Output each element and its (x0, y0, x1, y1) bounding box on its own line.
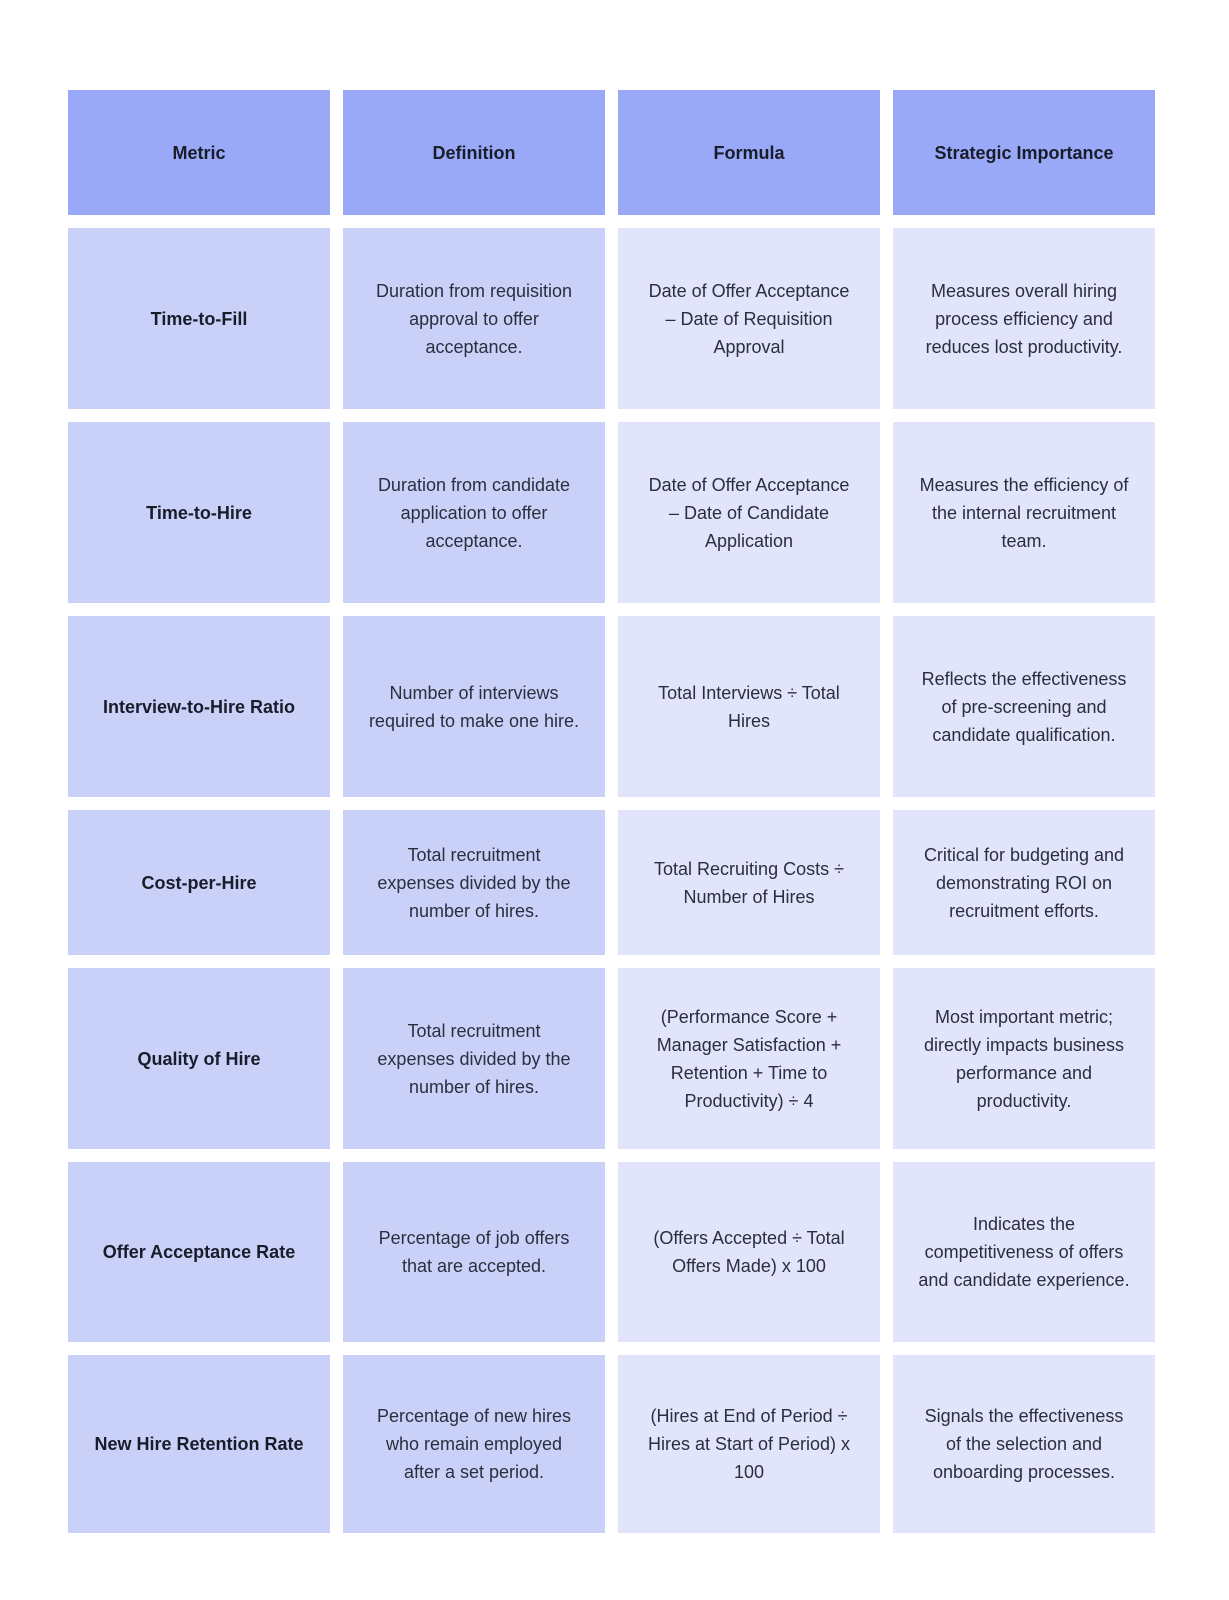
metric-cell-time-to-fill: Time-to-Fill (68, 228, 330, 409)
definition-cell-interview-to-hire-ratio: Number of interviews required to make one hire. (343, 616, 605, 797)
formula-cell-quality-of-hire: (Performance Score + Manager Satisfaction + Retention + Time to Productivity) ÷ 4 (618, 968, 880, 1149)
definition-cell-time-to-fill: Duration from requisition approval to offer acceptance. (343, 228, 605, 409)
definition-cell-cost-per-hire: Total recruitment expenses divided by the number of hires. (343, 810, 605, 955)
metric-cell-quality-of-hire: Quality of Hire (68, 968, 330, 1149)
formula-cell-new-hire-retention-rate: (Hires at End of Period ÷ Hires at Start of Period) x 100 (618, 1355, 880, 1533)
header-cell-formula: Formula (618, 90, 880, 215)
formula-cell-time-to-fill: Date of Offer Acceptance – Date of Requisition Approval (618, 228, 880, 409)
formula-cell-time-to-hire: Date of Offer Acceptance – Date of Candidate Application (618, 422, 880, 603)
formula-cell-offer-acceptance-rate: (Offers Accepted ÷ Total Offers Made) x 100 (618, 1162, 880, 1342)
importance-cell-offer-acceptance-rate: Indicates the competitiveness of offers and candidate experience. (893, 1162, 1155, 1342)
metric-cell-offer-acceptance-rate: Offer Acceptance Rate (68, 1162, 330, 1342)
importance-cell-cost-per-hire: Critical for budgeting and demonstrating ROI on recruitment efforts. (893, 810, 1155, 955)
definition-cell-offer-acceptance-rate: Percentage of job offers that are accepted. (343, 1162, 605, 1342)
header-cell-definition: Definition (343, 90, 605, 215)
header-cell-strategic-importance: Strategic Importance (893, 90, 1155, 215)
importance-cell-new-hire-retention-rate: Signals the effectiveness of the selection and onboarding processes. (893, 1355, 1155, 1533)
importance-cell-time-to-fill: Measures overall hiring process efficiency and reduces lost productivity. (893, 228, 1155, 409)
definition-cell-new-hire-retention-rate: Percentage of new hires who remain employed after a set period. (343, 1355, 605, 1533)
importance-cell-interview-to-hire-ratio: Reflects the effectiveness of pre-screening and candidate qualification. (893, 616, 1155, 797)
definition-cell-quality-of-hire: Total recruitment expenses divided by the number of hires. (343, 968, 605, 1149)
recruitment-metrics-table (68, 90, 1155, 1533)
metric-cell-time-to-hire: Time-to-Hire (68, 422, 330, 603)
definition-cell-time-to-hire: Duration from candidate application to offer acceptance. (343, 422, 605, 603)
header-cell-metric: Metric (68, 90, 330, 215)
formula-cell-interview-to-hire-ratio: Total Interviews ÷ Total Hires (618, 616, 880, 797)
importance-cell-quality-of-hire: Most important metric; directly impacts business performance and productivity. (893, 968, 1155, 1149)
metric-cell-cost-per-hire: Cost-per-Hire (68, 810, 330, 955)
metric-cell-new-hire-retention-rate: New Hire Retention Rate (68, 1355, 330, 1533)
formula-cell-cost-per-hire: Total Recruiting Costs ÷ Number of Hires (618, 810, 880, 955)
metric-cell-interview-to-hire-ratio: Interview-to-Hire Ratio (68, 616, 330, 797)
importance-cell-time-to-hire: Measures the efficiency of the internal recruitment team. (893, 422, 1155, 603)
